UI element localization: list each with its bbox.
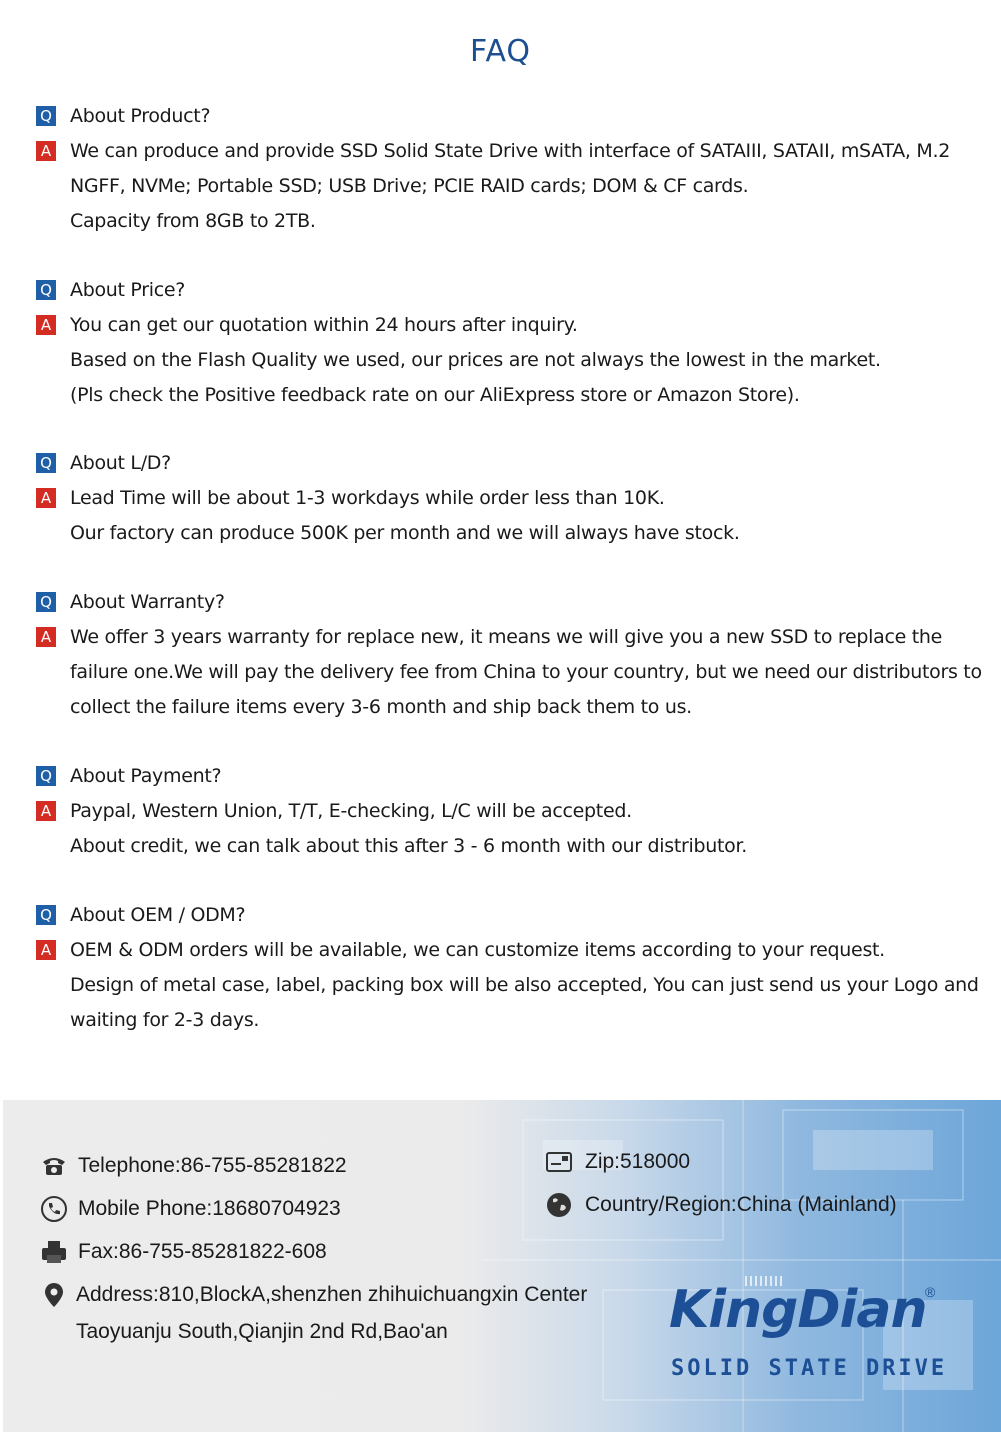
question-text: About OEM / ODM? bbox=[70, 904, 246, 926]
answer-text: Capacity from 8GB to 2TB. bbox=[70, 210, 316, 232]
question-text: About L/D? bbox=[70, 452, 171, 474]
answer-badge: A bbox=[36, 801, 56, 821]
mobile-text: Mobile Phone:18680704923 bbox=[78, 1197, 341, 1220]
country-text: Country/Region:China (Mainland) bbox=[585, 1193, 897, 1216]
answer-row bbox=[36, 482, 966, 517]
answer-text: Our factory can produce 500K per month and we will always have stock. bbox=[70, 522, 740, 544]
zip-envelope-icon bbox=[545, 1148, 573, 1176]
answer-text: collect the failure items every 3-6 month and ship back them to us. bbox=[70, 696, 692, 718]
brand-name: KingDian bbox=[669, 1280, 927, 1340]
answer-text: NGFF, NVMe; Portable SSD; USB Drive; PCIE RAID cards; DOM & CF cards. bbox=[70, 175, 749, 197]
answer-text: We offer 3 years warranty for replace new, it means we will give you a new SSD to replace the bbox=[70, 626, 943, 648]
answer-text: Lead Time will be about 1-3 workdays while order less than 10K. bbox=[70, 487, 665, 509]
fax-text: Fax:86-755-85281822-608 bbox=[78, 1240, 327, 1263]
faq-item bbox=[36, 586, 982, 726]
page-title: FAQ bbox=[469, 34, 532, 69]
globe-icon bbox=[545, 1191, 573, 1219]
answer-row bbox=[36, 517, 966, 552]
faq-item bbox=[36, 899, 979, 1039]
question-badge: Q bbox=[36, 905, 56, 925]
answer-row bbox=[36, 830, 966, 865]
answer-row bbox=[36, 656, 982, 691]
answer-row bbox=[36, 135, 966, 170]
answer-text: You can get our quotation within 24 hours after inquiry. bbox=[70, 314, 578, 336]
question-row bbox=[36, 100, 966, 135]
question-badge: Q bbox=[36, 453, 56, 473]
telephone-icon bbox=[40, 1152, 68, 1180]
question-row bbox=[36, 760, 966, 795]
faq-item bbox=[36, 274, 966, 414]
answer-row bbox=[36, 795, 966, 830]
mobile-phone-icon bbox=[40, 1195, 68, 1223]
answer-text: We can produce and provide SSD Solid State Drive with interface of SATAIII, SATAII, mSATA, M.2 bbox=[70, 140, 951, 162]
question-text: About Product? bbox=[70, 105, 211, 127]
registered-mark: ® bbox=[925, 1284, 936, 1300]
answer-row bbox=[36, 621, 966, 656]
fax-icon bbox=[40, 1238, 68, 1266]
brand-logo bbox=[665, 1276, 965, 1396]
question-badge: Q bbox=[36, 280, 56, 300]
answer-row bbox=[36, 379, 966, 414]
answer-row bbox=[36, 309, 966, 344]
answer-text: Paypal, Western Union, T/T, E-checking, L/C will be accepted. bbox=[70, 800, 632, 822]
answer-row bbox=[36, 1004, 966, 1039]
answer-text: OEM & ODM orders will be available, we can customize items according to your request. bbox=[70, 939, 885, 961]
question-row bbox=[36, 899, 966, 934]
answer-badge: A bbox=[36, 488, 56, 508]
address-text-line1: Address:810,BlockA,shenzhen zhihuichuangxin Center bbox=[76, 1283, 588, 1306]
faq-item bbox=[36, 447, 966, 552]
question-badge: Q bbox=[36, 592, 56, 612]
answer-row bbox=[36, 344, 966, 379]
answer-row bbox=[36, 969, 979, 1004]
answer-row bbox=[36, 205, 966, 240]
answer-badge: A bbox=[36, 627, 56, 647]
question-text: About Payment? bbox=[70, 765, 222, 787]
question-text: About Price? bbox=[70, 279, 186, 301]
answer-text: (Pls check the Positive feedback rate on our AliExpress store or Amazon Store). bbox=[70, 384, 800, 406]
answer-badge: A bbox=[36, 940, 56, 960]
answer-text: waiting for 2-3 days. bbox=[70, 1009, 260, 1031]
answer-badge: A bbox=[36, 141, 56, 161]
question-text: About Warranty? bbox=[70, 591, 225, 613]
location-pin-icon bbox=[40, 1281, 68, 1309]
telephone-text: Telephone:86-755-85281822 bbox=[78, 1154, 347, 1177]
answer-row bbox=[36, 934, 966, 969]
question-row bbox=[36, 447, 966, 482]
address-text-line2: Taoyuanju South,Qianjin 2nd Rd,Bao'an bbox=[76, 1320, 448, 1343]
answer-text: Design of metal case, label, packing box will be also accepted, You can just send us your Logo and bbox=[70, 974, 979, 996]
answer-text: failure one.We will pay the delivery fee from China to your country, but we need our distributors to bbox=[70, 661, 982, 683]
question-row bbox=[36, 586, 966, 621]
answer-badge: A bbox=[36, 315, 56, 335]
answer-row bbox=[36, 691, 966, 726]
question-badge: Q bbox=[36, 106, 56, 126]
brand-tagline: SOLID STATE DRIVE bbox=[671, 1356, 948, 1381]
zip-text: Zip:518000 bbox=[585, 1150, 691, 1173]
question-row bbox=[36, 274, 966, 309]
answer-text: Based on the Flash Quality we used, our prices are not always the lowest in the market. bbox=[70, 349, 881, 371]
answer-text: About credit, we can talk about this after 3 - 6 month with our distributor. bbox=[70, 835, 748, 857]
faq-item bbox=[36, 760, 966, 865]
answer-row bbox=[36, 170, 966, 205]
faq-item bbox=[36, 100, 966, 240]
question-badge: Q bbox=[36, 766, 56, 786]
